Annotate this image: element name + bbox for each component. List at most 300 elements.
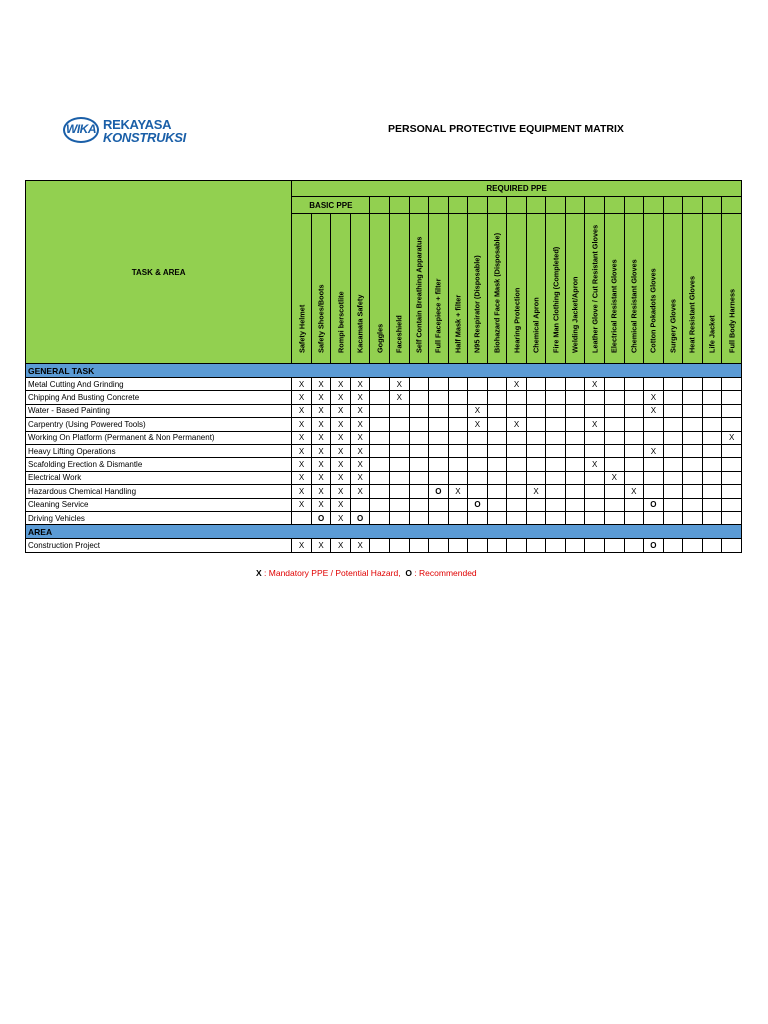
ppe-column-label: Self Contain Breathing Apparatus <box>414 236 424 353</box>
ppe-mark-cell <box>526 511 546 524</box>
ppe-mark-cell <box>624 404 644 417</box>
ppe-mark-cell <box>429 511 449 524</box>
ppe-mark-cell <box>624 471 644 484</box>
ppe-mark-cell <box>487 498 507 511</box>
section-label: AREA <box>26 525 742 539</box>
ppe-mark-cell <box>546 378 566 391</box>
ppe-mark-cell: X <box>331 444 351 457</box>
ppe-column-label: Safety Helmet <box>296 304 306 353</box>
ppe-mark-cell <box>389 539 409 552</box>
header-spacer-cell <box>605 197 625 214</box>
ppe-column-header <box>683 214 703 364</box>
ppe-mark-cell: X <box>311 431 331 444</box>
ppe-mark-cell <box>605 539 625 552</box>
ppe-mark-cell <box>663 431 683 444</box>
ppe-mark-cell <box>624 498 644 511</box>
ppe-mark-cell <box>370 444 390 457</box>
ppe-mark-cell <box>429 539 449 552</box>
ppe-column-label: Chemical Apron <box>531 297 541 353</box>
ppe-mark-cell <box>526 539 546 552</box>
ppe-mark-cell: X <box>350 391 370 404</box>
basic-ppe-header: BASIC PPE <box>292 197 370 214</box>
ppe-mark-cell: X <box>644 444 664 457</box>
ppe-mark-cell <box>624 511 644 524</box>
ppe-mark-cell <box>526 378 546 391</box>
ppe-mark-cell: X <box>644 404 664 417</box>
ppe-mark-cell <box>448 431 468 444</box>
ppe-mark-cell <box>487 378 507 391</box>
ppe-mark-cell <box>722 539 742 552</box>
ppe-mark-cell <box>487 391 507 404</box>
ppe-mark-cell: X <box>292 458 312 471</box>
ppe-mark-cell <box>507 391 527 404</box>
ppe-mark-cell <box>605 418 625 431</box>
table-row <box>26 511 742 524</box>
ppe-mark-cell <box>585 444 605 457</box>
ppe-column-header <box>468 214 488 364</box>
ppe-mark-cell: X <box>350 458 370 471</box>
ppe-column-label: Biohazard Face Mask (Disposable) <box>492 232 502 353</box>
ppe-mark-cell <box>624 391 644 404</box>
ppe-mark-cell <box>605 444 625 457</box>
ppe-mark-cell <box>722 418 742 431</box>
ppe-mark-cell <box>565 458 585 471</box>
ppe-mark-cell <box>565 404 585 417</box>
ppe-mark-cell <box>605 458 625 471</box>
ppe-mark-cell <box>565 511 585 524</box>
ppe-mark-cell: X <box>331 471 351 484</box>
ppe-column-header <box>311 214 331 364</box>
ppe-mark-cell <box>644 458 664 471</box>
ppe-mark-cell: X <box>350 418 370 431</box>
ppe-mark-cell <box>663 391 683 404</box>
ppe-mark-cell: X <box>331 378 351 391</box>
task-name-cell: Water - Based Painting <box>26 404 292 417</box>
ppe-mark-cell <box>663 444 683 457</box>
task-name-cell: Hazardous Chemical Handling <box>26 485 292 498</box>
ppe-mark-cell <box>389 511 409 524</box>
table-row <box>26 418 742 431</box>
ppe-mark-cell <box>448 458 468 471</box>
ppe-mark-cell <box>487 511 507 524</box>
ppe-column-label: Welding Jacket/Apron <box>570 276 580 353</box>
ppe-mark-cell <box>507 444 527 457</box>
ppe-mark-cell <box>546 458 566 471</box>
ppe-mark-cell: O <box>429 485 449 498</box>
ppe-mark-cell <box>683 404 703 417</box>
ppe-column-label: Safety Shoes/Boots <box>316 284 326 353</box>
ppe-mark-cell: X <box>585 418 605 431</box>
ppe-mark-cell <box>585 498 605 511</box>
ppe-mark-cell <box>526 391 546 404</box>
ppe-mark-cell <box>585 539 605 552</box>
ppe-mark-cell <box>565 378 585 391</box>
ppe-mark-cell <box>468 485 488 498</box>
required-ppe-header: REQUIRED PPE <box>292 181 742 197</box>
section-label: GENERAL TASK <box>26 364 742 378</box>
ppe-mark-cell <box>663 404 683 417</box>
ppe-column-label: Rompi berscotlite <box>335 291 345 353</box>
ppe-mark-cell <box>722 378 742 391</box>
ppe-mark-cell: X <box>389 391 409 404</box>
ppe-mark-cell: X <box>507 418 527 431</box>
ppe-mark-cell <box>663 539 683 552</box>
ppe-column-label: Full Body Harness <box>726 288 736 353</box>
ppe-column-label: Half Mask + filter <box>453 294 463 353</box>
ppe-mark-cell: X <box>331 539 351 552</box>
ppe-mark-cell: X <box>448 485 468 498</box>
ppe-mark-cell <box>546 444 566 457</box>
ppe-mark-cell <box>644 431 664 444</box>
ppe-mark-cell <box>683 391 703 404</box>
ppe-mark-cell <box>605 378 625 391</box>
ppe-mark-cell <box>722 391 742 404</box>
ppe-mark-cell <box>429 418 449 431</box>
ppe-mark-cell <box>409 485 429 498</box>
ppe-mark-cell <box>409 418 429 431</box>
task-name-cell: Metal Cutting And Grinding <box>26 378 292 391</box>
ppe-column-label: Full Facepiece + filter <box>433 278 443 353</box>
ppe-mark-cell <box>526 404 546 417</box>
header-spacer-cell <box>624 197 644 214</box>
ppe-mark-cell <box>409 511 429 524</box>
ppe-column-label: Cotton Pokadots Gloves <box>648 267 658 353</box>
ppe-mark-cell: X <box>585 378 605 391</box>
ppe-mark-cell <box>487 404 507 417</box>
ppe-column-label: Chemical Resistant Gloves <box>629 259 639 353</box>
ppe-mark-cell <box>409 378 429 391</box>
ppe-mark-cell <box>468 511 488 524</box>
ppe-mark-cell <box>702 471 722 484</box>
ppe-column-header <box>526 214 546 364</box>
ppe-mark-cell: X <box>585 458 605 471</box>
ppe-column-header <box>448 214 468 364</box>
ppe-mark-cell <box>487 458 507 471</box>
ppe-mark-cell <box>409 404 429 417</box>
ppe-mark-cell <box>389 404 409 417</box>
table-row <box>26 498 742 511</box>
ppe-mark-cell <box>507 404 527 417</box>
ppe-mark-cell <box>546 391 566 404</box>
ppe-mark-cell <box>565 485 585 498</box>
ppe-mark-cell <box>702 498 722 511</box>
ppe-column-header <box>546 214 566 364</box>
ppe-column-label: Hearing Protection <box>511 287 521 353</box>
ppe-mark-cell: X <box>389 378 409 391</box>
ppe-mark-cell <box>448 378 468 391</box>
ppe-mark-cell <box>409 471 429 484</box>
ppe-mark-cell: X <box>311 498 331 511</box>
ppe-mark-cell <box>429 431 449 444</box>
ppe-column-header <box>409 214 429 364</box>
header-spacer-cell <box>565 197 585 214</box>
ppe-column-label: N95 Respirator (Disposable) <box>472 254 482 353</box>
ppe-mark-cell: X <box>468 418 488 431</box>
ppe-mark-cell: X <box>350 485 370 498</box>
ppe-mark-cell <box>663 511 683 524</box>
ppe-mark-cell: X <box>331 391 351 404</box>
ppe-mark-cell <box>605 511 625 524</box>
ppe-mark-cell <box>507 471 527 484</box>
ppe-mark-cell <box>722 485 742 498</box>
header-spacer-cell <box>468 197 488 214</box>
ppe-mark-cell <box>624 444 644 457</box>
ppe-mark-cell <box>644 511 664 524</box>
ppe-column-header <box>487 214 507 364</box>
header-spacer-cell <box>663 197 683 214</box>
ppe-mark-cell: X <box>292 404 312 417</box>
ppe-mark-cell <box>429 404 449 417</box>
ppe-mark-cell <box>526 418 546 431</box>
header-spacer-cell <box>429 197 449 214</box>
ppe-mark-cell <box>448 471 468 484</box>
ppe-mark-cell <box>683 431 703 444</box>
ppe-mark-cell <box>702 404 722 417</box>
company-logo <box>63 115 203 151</box>
ppe-mark-cell: X <box>311 458 331 471</box>
ppe-mark-cell <box>683 458 703 471</box>
ppe-mark-cell <box>429 444 449 457</box>
task-name-cell: Electrical Work <box>26 471 292 484</box>
ppe-mark-cell <box>702 458 722 471</box>
ppe-mark-cell <box>546 511 566 524</box>
ppe-mark-cell: X <box>350 539 370 552</box>
ppe-mark-cell <box>468 539 488 552</box>
ppe-mark-cell <box>370 378 390 391</box>
ppe-mark-cell: X <box>292 431 312 444</box>
ppe-mark-cell <box>409 431 429 444</box>
ppe-mark-cell <box>702 539 722 552</box>
ppe-mark-cell <box>702 485 722 498</box>
ppe-mark-cell <box>507 539 527 552</box>
ppe-mark-cell <box>487 444 507 457</box>
ppe-mark-cell <box>585 391 605 404</box>
ppe-mark-cell <box>565 418 585 431</box>
ppe-mark-cell <box>722 458 742 471</box>
ppe-mark-cell <box>370 511 390 524</box>
ppe-mark-cell <box>605 391 625 404</box>
ppe-mark-cell: O <box>644 539 664 552</box>
ppe-column-header <box>507 214 527 364</box>
ppe-mark-cell: X <box>311 378 331 391</box>
ppe-mark-cell <box>565 471 585 484</box>
ppe-mark-cell: X <box>311 404 331 417</box>
table-row <box>26 404 742 417</box>
ppe-mark-cell <box>546 539 566 552</box>
ppe-mark-cell <box>624 458 644 471</box>
ppe-column-header <box>722 214 742 364</box>
ppe-mark-cell <box>370 431 390 444</box>
ppe-mark-cell: X <box>624 485 644 498</box>
ppe-mark-cell <box>389 458 409 471</box>
ppe-mark-cell <box>546 431 566 444</box>
ppe-mark-cell <box>722 511 742 524</box>
logo-mark: WIKA <box>63 117 99 143</box>
header-spacer-cell <box>448 197 468 214</box>
ppe-mark-cell <box>663 378 683 391</box>
ppe-mark-cell <box>526 498 546 511</box>
ppe-mark-cell <box>448 404 468 417</box>
ppe-column-header <box>429 214 449 364</box>
ppe-mark-cell <box>644 418 664 431</box>
ppe-mark-cell: X <box>331 511 351 524</box>
legend-x-key: X <box>256 568 262 578</box>
legend-x-text: : Mandatory PPE / Potential Hazard, <box>261 568 401 578</box>
table-row <box>26 471 742 484</box>
ppe-mark-cell <box>370 498 390 511</box>
ppe-mark-cell <box>526 471 546 484</box>
ppe-mark-cell: X <box>311 391 331 404</box>
ppe-mark-cell <box>546 498 566 511</box>
ppe-mark-cell <box>468 444 488 457</box>
ppe-column-label: Heat Resistant Gloves <box>687 275 697 353</box>
ppe-matrix-table <box>25 180 742 553</box>
ppe-mark-cell: X <box>350 378 370 391</box>
ppe-mark-cell <box>487 431 507 444</box>
ppe-column-label: Kacamata Safety <box>355 294 365 353</box>
ppe-mark-cell: X <box>350 444 370 457</box>
ppe-mark-cell <box>585 431 605 444</box>
ppe-mark-cell: X <box>331 404 351 417</box>
ppe-mark-cell <box>292 511 312 524</box>
ppe-mark-cell <box>624 539 644 552</box>
ppe-mark-cell <box>605 431 625 444</box>
ppe-mark-cell <box>448 444 468 457</box>
ppe-mark-cell <box>409 444 429 457</box>
ppe-mark-cell: X <box>331 431 351 444</box>
header-spacer-cell <box>507 197 527 214</box>
ppe-mark-cell <box>546 418 566 431</box>
ppe-mark-cell: X <box>526 485 546 498</box>
header-spacer-cell <box>644 197 664 214</box>
table-row <box>26 431 742 444</box>
ppe-mark-cell <box>468 471 488 484</box>
ppe-mark-cell <box>487 471 507 484</box>
ppe-mark-cell: X <box>311 418 331 431</box>
ppe-mark-cell <box>429 458 449 471</box>
ppe-mark-cell <box>605 485 625 498</box>
header-spacer-cell <box>370 197 390 214</box>
header-spacer-cell <box>585 197 605 214</box>
ppe-mark-cell <box>409 498 429 511</box>
ppe-mark-cell <box>683 471 703 484</box>
header-spacer-cell <box>722 197 742 214</box>
ppe-mark-cell <box>722 498 742 511</box>
ppe-column-label: Fire Man Clothing (Completed) <box>550 246 560 353</box>
ppe-mark-cell <box>683 498 703 511</box>
ppe-mark-cell: X <box>292 471 312 484</box>
task-name-cell: Carpentry (Using Powered Tools) <box>26 418 292 431</box>
ppe-column-header <box>644 214 664 364</box>
ppe-mark-cell: O <box>644 498 664 511</box>
ppe-mark-cell: X <box>350 431 370 444</box>
ppe-mark-cell <box>526 458 546 471</box>
ppe-mark-cell <box>507 458 527 471</box>
legend-o-text: : Recommended <box>411 568 477 578</box>
ppe-column-header <box>370 214 390 364</box>
ppe-column-label: Leather Glove / Cut Resistant Gloves <box>590 224 600 353</box>
ppe-mark-cell <box>585 404 605 417</box>
ppe-mark-cell <box>663 485 683 498</box>
ppe-mark-cell <box>605 404 625 417</box>
header-spacer-cell <box>389 197 409 214</box>
ppe-column-header <box>292 214 312 364</box>
ppe-mark-cell <box>624 378 644 391</box>
table-row <box>26 485 742 498</box>
ppe-mark-cell: X <box>292 444 312 457</box>
table-row <box>26 539 742 552</box>
ppe-mark-cell: X <box>331 418 351 431</box>
ppe-mark-cell <box>448 418 468 431</box>
ppe-mark-cell <box>409 458 429 471</box>
ppe-mark-cell: X <box>292 378 312 391</box>
ppe-mark-cell <box>644 485 664 498</box>
ppe-mark-cell <box>526 431 546 444</box>
ppe-mark-cell <box>683 511 703 524</box>
ppe-mark-cell <box>644 378 664 391</box>
ppe-mark-cell <box>468 391 488 404</box>
task-name-cell: Construction Project <box>26 539 292 552</box>
ppe-mark-cell <box>605 498 625 511</box>
ppe-mark-cell <box>624 431 644 444</box>
ppe-mark-cell: X <box>292 539 312 552</box>
ppe-mark-cell <box>389 498 409 511</box>
ppe-mark-cell <box>565 444 585 457</box>
ppe-mark-cell <box>565 431 585 444</box>
ppe-mark-cell <box>448 539 468 552</box>
ppe-mark-cell <box>526 444 546 457</box>
ppe-column-header <box>663 214 683 364</box>
ppe-mark-cell <box>487 418 507 431</box>
ppe-mark-cell: X <box>292 485 312 498</box>
ppe-mark-cell: X <box>468 404 488 417</box>
logo-text-line2: KONSTRUKSI <box>103 130 186 145</box>
ppe-mark-cell <box>683 378 703 391</box>
ppe-mark-cell <box>468 431 488 444</box>
ppe-mark-cell <box>370 539 390 552</box>
logo-text-line1: REKAYASA <box>103 117 172 132</box>
task-area-header: TASK & AREA <box>26 181 292 364</box>
ppe-mark-cell <box>468 378 488 391</box>
ppe-mark-cell: X <box>331 458 351 471</box>
ppe-mark-cell <box>370 418 390 431</box>
ppe-mark-cell <box>350 498 370 511</box>
ppe-mark-cell <box>722 444 742 457</box>
ppe-mark-cell <box>683 444 703 457</box>
ppe-mark-cell <box>409 539 429 552</box>
ppe-mark-cell <box>429 391 449 404</box>
ppe-mark-cell <box>663 498 683 511</box>
ppe-mark-cell <box>448 391 468 404</box>
header-row-required <box>26 181 742 197</box>
header-spacer-cell <box>546 197 566 214</box>
ppe-mark-cell: X <box>644 391 664 404</box>
ppe-mark-cell <box>487 539 507 552</box>
header-spacer-cell <box>409 197 429 214</box>
legend-o-key: O <box>405 568 412 578</box>
section-header-row <box>26 364 742 378</box>
header-spacer-cell <box>683 197 703 214</box>
ppe-mark-cell <box>585 471 605 484</box>
ppe-mark-cell <box>370 404 390 417</box>
ppe-mark-cell <box>389 444 409 457</box>
ppe-mark-cell <box>702 391 722 404</box>
ppe-mark-cell <box>370 485 390 498</box>
ppe-column-header <box>585 214 605 364</box>
ppe-mark-cell <box>702 431 722 444</box>
ppe-mark-cell <box>644 471 664 484</box>
ppe-mark-cell <box>507 431 527 444</box>
